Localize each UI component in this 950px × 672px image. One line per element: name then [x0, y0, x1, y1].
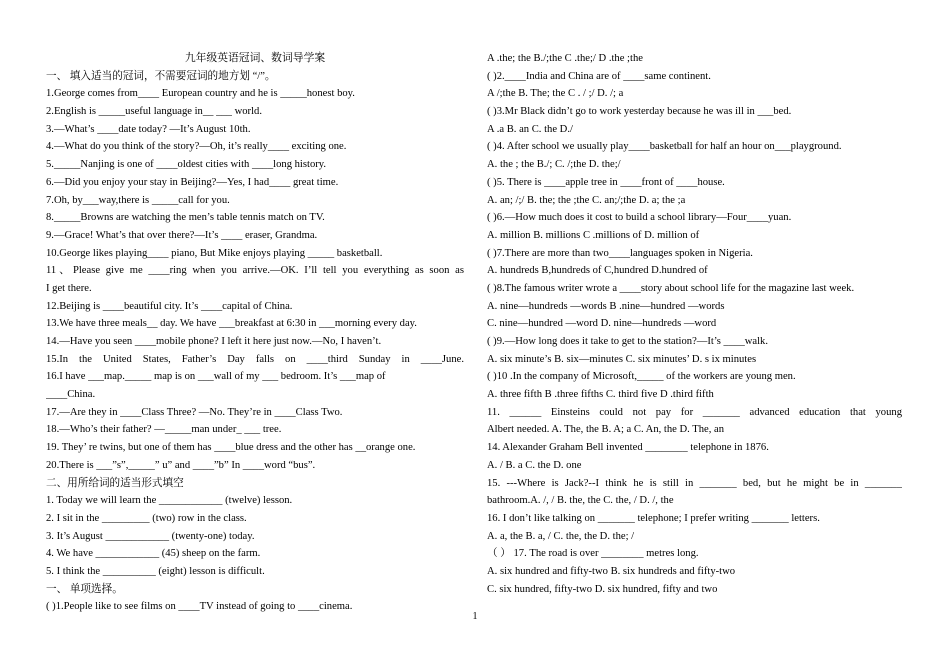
- right-text-line: 15. ---Where is Jack?--I think he is still in _______ bed, but he might be in _______: [487, 477, 902, 489]
- document-title: 九年级英语冠词、数词导学案: [184, 52, 326, 64]
- left-text-line: 7.Oh, by___way,there is _____call for you.: [46, 194, 230, 206]
- left-text-line: 13.We have three meals__ day. We have ___breakfast at 6:30 in ___morning every day.: [46, 318, 417, 330]
- right-text-line: 16. I don’t like talking on _______ telephone; I prefer writing _______ letters.: [487, 512, 820, 524]
- left-text-line: 20.There is ___”s”,_____” u” and ____”b” In ____word “bus”.: [46, 459, 316, 471]
- left-text-line: 12.Beijing is ____beautiful city. It’s ____capital of China.: [46, 300, 293, 312]
- right-text-line: A .a B. an C. the D./: [487, 123, 573, 135]
- page-number: 1: [472, 611, 478, 622]
- left-text-line: 1. Today we will learn the ____________ (twelve) lesson.: [46, 495, 293, 507]
- left-text-line: 15.In the United States, Father’s Day falls on ____third Sunday in ____June.: [46, 353, 464, 365]
- right-text-line: Albert needed. A. The, the B. A; a C. An, the D. The, an: [487, 424, 725, 436]
- right-text-line: A. a, the B. a, / C. the, the D. the; /: [487, 530, 635, 542]
- right-text-line: （ ） 17. The road is over ________ metres long.: [487, 548, 699, 560]
- left-text-line: 5._____Nanjing is one of ____oldest cities with ____long history.: [46, 159, 327, 171]
- right-text-line: C. nine—hundred —word D. nine—hundreds —word: [487, 318, 717, 330]
- right-text-line: ( )3.Mr Black didn’t go to work yesterday because he was ill in ___bed.: [487, 106, 792, 118]
- right-text-line: 14. Alexander Graham Bell invented ________ telephone in 1876.: [487, 442, 769, 454]
- left-text-line: 一、 填入适当的冠词，不需要冠词的地方划 “/”。: [46, 70, 276, 82]
- right-text-line: 11. ______ Einsteins could not pay for _______ advanced education that young: [487, 406, 902, 418]
- right-text-line: A. six minute’s B. six—minutes C. six minutes’ D. s ix minutes: [487, 353, 757, 365]
- left-text-line: 9.—Grace! What’s that over there?—It’s ____ eraser, Grandma.: [46, 229, 318, 241]
- left-text-line: 6.—Did you enjoy your stay in Beijing?—Yes, I had____ great time.: [46, 176, 339, 188]
- right-text-line: ( )8.The famous writer wrote a ____story about school life for the magazine last week.: [487, 282, 855, 294]
- right-text-line: ( )2.____India and China are of ____same continent.: [487, 70, 711, 82]
- left-text-line: 18.—Who’s their father? —_____man under_ ___ tree.: [46, 424, 282, 436]
- right-text-line: A. six hundred and fifty-two B. six hundreds and fifty-two: [487, 565, 736, 577]
- left-text-line: 2. I sit in the _________ (two) row in the class.: [46, 512, 247, 524]
- left-text-line: 3. It’s August ____________ (twenty-one) today.: [46, 530, 255, 542]
- right-text-line: A. nine—hundreds —words B .nine—hundred —words: [487, 300, 725, 312]
- left-text-line: ( )1.People like to see films on ____TV instead of going to ____cinema.: [46, 601, 353, 613]
- right-text-line: C. six hundred, fifty-two D. six hundred, fifty and two: [487, 583, 718, 595]
- left-text-line: 8._____Browns are watching the men’s table tennis match on TV.: [46, 212, 325, 224]
- right-text-line: A. an; /;/ B. the; the ;the C. an;/;the D. a; the ;a: [487, 194, 686, 206]
- right-text-line: ( )10 .In the company of Microsoft,_____ of the workers are young men.: [487, 371, 796, 383]
- right-column: [487, 50, 902, 598]
- left-text-line: 1.George comes from____ European country and he is _____honest boy.: [46, 88, 355, 100]
- left-text-line: 2.English is _____useful language in__ ___ world.: [46, 106, 262, 118]
- left-text-line: I get there.: [46, 282, 92, 294]
- left-text-line: 11、Please give me ____ring when you arrive.—OK. I’ll tell you everything as soon as: [46, 265, 464, 277]
- right-text-line: A. million B. millions C .millions of D. million of: [487, 229, 700, 241]
- left-text-line: 5. I think the __________ (eight) lesson is difficult.: [46, 565, 265, 577]
- right-text-line: ( )9.—How long does it take to get to the station?—It’s ____walk.: [487, 336, 768, 347]
- left-text-line: 4. We have ____________ (45) sheep on the farm.: [46, 548, 261, 560]
- right-text-line: A. / B. a C. the D. one: [487, 459, 582, 471]
- left-text-line: 10.George likes playing____ piano, But Mike enjoys playing _____ basketball.: [46, 247, 383, 259]
- right-text-line: A. the ; the B./; C. /;the D. the;/: [487, 159, 621, 171]
- left-text-line: 一、 单项选择。: [46, 583, 123, 595]
- right-text-line: ( )6.—How much does it cost to build a school library—Four____yuan.: [487, 212, 792, 224]
- left-text-line: 4.—What do you think of the story?—Oh, it’s really____ exciting one.: [46, 141, 347, 153]
- left-text-line: 二、用所给词的适当形式填空: [46, 477, 184, 489]
- right-text-line: A. three fifth B .three fifths C. third five D .third fifth: [487, 389, 714, 401]
- right-text-line: A /;the B. The; the C . / ;/ D. /; a: [487, 88, 624, 100]
- right-text-line: A .the; the B./;the C .the;/ D .the ;the: [487, 53, 643, 64]
- left-text-line: 19. They’ re twins, but one of them has ____blue dress and the other has __orange one.: [46, 442, 416, 454]
- right-text-line: bathroom.A. /, / B. the, the C. the, / D. /, the: [487, 495, 674, 507]
- right-text-line: ( )5. There is ____apple tree in ____front of ____house.: [487, 176, 725, 188]
- right-text-line: ( )7.There are more than two____languages spoken in Nigeria.: [487, 247, 753, 259]
- left-text-line: 3.—What’s ____date today? —It’s August 10th.: [46, 123, 251, 135]
- right-text-line: ( )4. After school we usually play____basketball for half an hour on___playground.: [487, 141, 842, 153]
- left-text-line: 14.—Have you seen ____mobile phone? I left it here just now.—No, I haven’t.: [46, 336, 382, 347]
- left-text-line: ____China.: [46, 389, 96, 401]
- left-text-line: 16.I have ___map._____ map is on ___wall of my ___ bedroom. It’s ___map of: [46, 371, 386, 383]
- right-text-line: A. hundreds B,hundreds of C,hundred D.hundred of: [487, 265, 708, 277]
- left-text-line: 17.—Are they in ____Class Three? —No. They’re in ____Class Two.: [46, 406, 343, 418]
- left-column: [46, 50, 464, 616]
